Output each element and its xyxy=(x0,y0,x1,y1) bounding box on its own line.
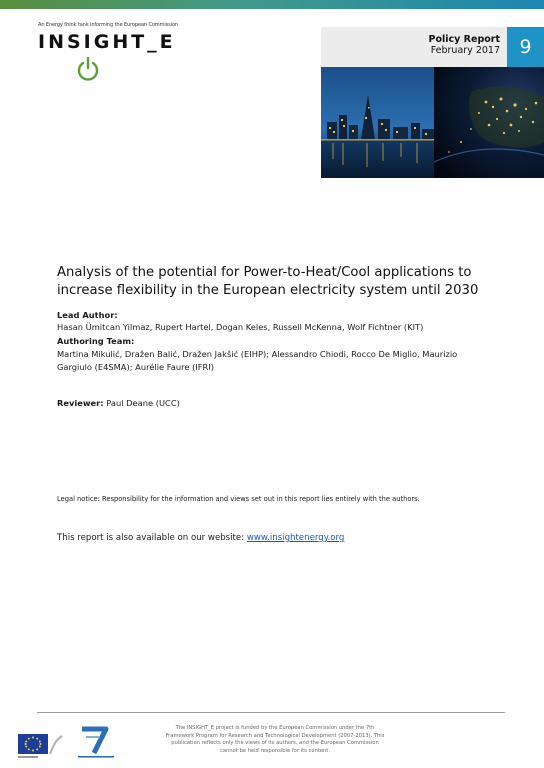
lead-authors: Hasan Ümitcan Yilmaz, Rupert Hartel, Dogan Keles, Russell McKenna, Wolf Fichtner (KIT) xyxy=(57,322,424,332)
logo-wordmark: INSIGHT_E xyxy=(38,31,176,53)
night-earth-photo xyxy=(434,67,544,178)
city-photo xyxy=(321,67,434,178)
reviewer-name: Paul Deane (UCC) xyxy=(106,398,180,408)
website-text: This report is also available on our website: xyxy=(57,533,245,543)
footer-divider xyxy=(37,712,505,713)
report-date: February 2017 xyxy=(430,45,500,56)
reviewer-heading: Reviewer: xyxy=(57,398,104,408)
authoring-team-heading: Authoring Team: xyxy=(57,336,135,346)
power-icon xyxy=(74,57,102,81)
top-color-bar xyxy=(0,0,544,9)
authoring-team: Martina Mikulić, Dražen Balić, Dražen Jakšić (EIHP); Alessandro Chiodi, Rocco De Miglio, Maurizio Gargiulo (E4SMA); Aurélie Faure (IFRI) xyxy=(57,349,458,372)
funding-statement xyxy=(144,725,406,756)
fp7-logo xyxy=(76,725,116,761)
funding-line: publication reflects only the views of its authors, and the European Commission xyxy=(171,740,379,747)
insight-e-logo xyxy=(36,19,196,81)
reviewer xyxy=(57,397,180,410)
cover-images xyxy=(321,67,544,178)
legal-notice: Legal notice: Responsibility for the information and views set out in this report lies entirely with the authors. xyxy=(57,495,420,503)
report-info-box xyxy=(321,27,544,67)
website-notice xyxy=(57,533,344,543)
eu-flag-icon xyxy=(18,732,64,760)
website-link[interactable]: www.insightenergy.org xyxy=(246,533,345,543)
funding-line: Framework Program for Research and Technological Development (2007-2013). This xyxy=(165,732,385,739)
report-number: 9 xyxy=(507,27,544,67)
logo-tagline: An Energy think tank informing the European Commission xyxy=(38,22,178,28)
funding-line: The INSIGHT_E project is funded by the European Commission under the 7th xyxy=(175,725,375,731)
report-type: Policy Report xyxy=(428,34,500,45)
lead-author-heading: Lead Author: xyxy=(57,310,118,320)
report-title: Analysis of the potential for Power-to-Heat/Cool applications to increase flexibility in the European electricity system until 2030 xyxy=(57,265,479,298)
funding-line: cannot be held responsible for its content. xyxy=(220,748,330,755)
